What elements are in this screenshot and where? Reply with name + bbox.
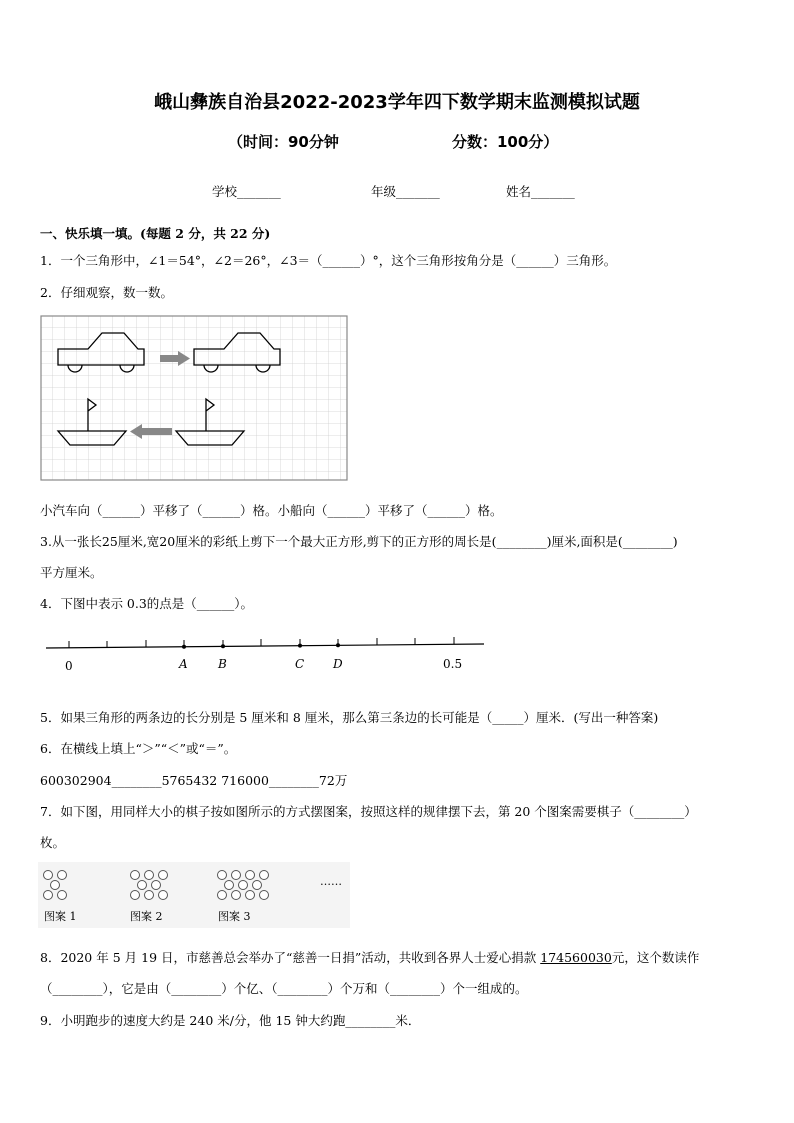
- question-3-cont: 平方厘米。: [40, 565, 103, 580]
- question-8-cont: （________），它是由（________）个亿、（________）个万和（________）个一组成的。: [40, 981, 528, 996]
- tick-label-half: 0.5: [443, 657, 463, 671]
- question-7: 7．如下图，用同样大小的棋子按如图所示的方式摆图案，按照这样的规律摆下去，第 20 个图案需要棋子（________）: [40, 804, 697, 819]
- question-3: 3.从一张长25厘米,宽20厘米的彩纸上剪下一个最大正方形,剪下的正方形的周长是(________)厘米,面积是(________): [40, 534, 678, 549]
- name-field[interactable]: 姓名_______: [506, 184, 575, 199]
- caption-3: 图案 3: [218, 910, 251, 923]
- question-2: 2．仔细观察，数一数。: [40, 285, 173, 300]
- q8-pre: 8．2020 年 5 月 19 日，市慈善总会举办了“慈善一日捐”活动，共收到各界人士爱心捐款: [40, 950, 541, 965]
- question-1: 1．一个三角形中，∠1＝54°，∠2＝26°，∠3＝（______）°，这个三角形按角分是（______）三角形。: [40, 253, 617, 268]
- question-9: 9．小明跑步的速度大约是 240 米/分，他 15 钟大约跑________米．: [40, 1013, 421, 1028]
- point-d-label: D: [333, 657, 343, 671]
- grade-field[interactable]: 年级_______: [371, 184, 440, 199]
- chess-pattern-figure: [38, 862, 350, 928]
- question-5: 5．如果三角形的两条边的长分别是 5 厘米和 8 厘米，那么第三条边的长可能是（_____）厘米．(写出一种答案): [40, 710, 659, 725]
- question-4: 4．下图中表示 0.3的点是（______）。: [40, 596, 254, 611]
- question-6: 6．在横线上填上“＞”“＜”或“＝”。: [40, 741, 237, 756]
- question-8: [40, 948, 699, 966]
- question-2-answer: 小汽车向（______）平移了（______）格。小船向（______）平移了（______）格。: [40, 503, 503, 518]
- question-6-items: 600302904________5765432 716000________72万: [40, 773, 348, 788]
- q8-post: 元，这个数读作: [611, 950, 700, 965]
- number-line: [40, 630, 490, 676]
- point-b-label: B: [218, 657, 227, 671]
- exam-time: （时间：90分钟: [228, 133, 339, 151]
- caption-1: 图案 1: [44, 910, 77, 923]
- question-7-cont: 枚。: [40, 835, 66, 850]
- exam-score: 分数：100分）: [452, 133, 559, 151]
- tick-label-0: 0: [65, 659, 73, 673]
- point-c-label: C: [295, 657, 305, 671]
- pattern-ellipsis: ……: [320, 875, 342, 888]
- point-a-label: A: [179, 657, 188, 671]
- section-heading: 一、快乐填一填。(每题 2 分，共 22 分): [40, 226, 271, 241]
- donation-amount: 174560030: [540, 950, 612, 965]
- school-field[interactable]: 学校_______: [212, 184, 281, 199]
- translation-grid-figure: [40, 315, 348, 481]
- page-title: 峨山彝族自治县2022-2023学年四下数学期末监测模拟试题: [154, 92, 640, 113]
- caption-2: 图案 2: [130, 910, 163, 923]
